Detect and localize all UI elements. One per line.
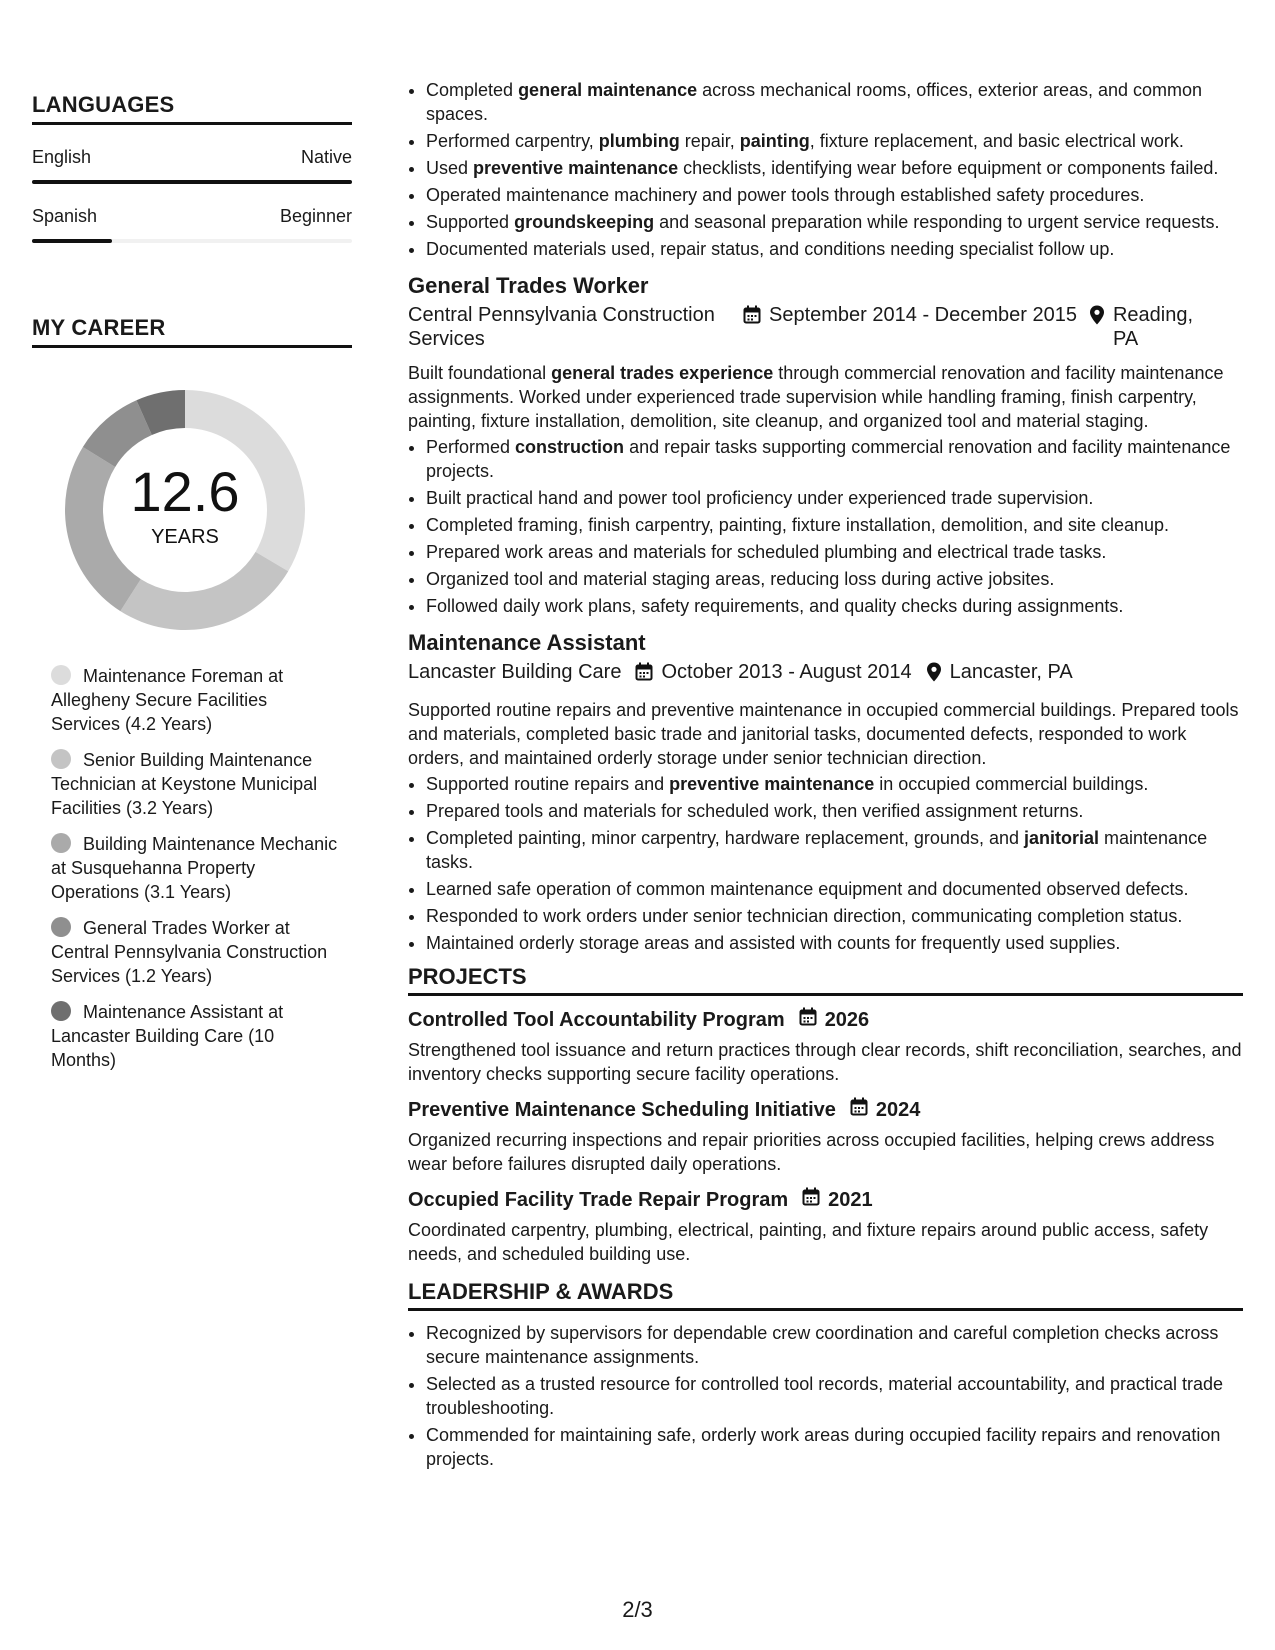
job-company: Lancaster Building Care <box>408 661 622 683</box>
project-description: Coordinated carpentry, plumbing, electrical, painting, and fixture repairs around public access, safety needs, and scheduled building use. <box>408 1220 1209 1264</box>
donut-center <box>65 390 305 630</box>
project-description: Strengthened tool issuance and return practices through clear records, shift reconciliation, searches, and inventory checks supporting secure facility operations. <box>408 1040 1242 1084</box>
language-name: Spanish <box>32 206 98 226</box>
bullet-item: • Organized tool and material staging areas, reducing loss during active jobsites. <box>426 567 1243 591</box>
bullet-item: • Prepared work areas and materials for scheduled plumbing and electrical trade tasks. <box>426 540 1243 564</box>
bullet-item: • Operated maintenance machinery and power tools through established safety procedures. <box>426 183 1243 207</box>
legend-dot <box>51 833 71 853</box>
career-legend-item <box>51 664 341 736</box>
career-donut-chart <box>65 390 305 630</box>
project-name: Controlled Tool Accountability Program <box>408 1009 785 1031</box>
bullet-item: • Built practical hand and power tool proficiency under experienced trade supervision. <box>426 486 1243 510</box>
project-entry <box>408 1004 1243 1086</box>
legend-dot <box>51 749 71 769</box>
calendar-icon <box>802 1186 820 1216</box>
calendar-icon <box>635 662 653 688</box>
legend-label: Maintenance Assistant at Lancaster Building Care (10 Months) <box>51 1002 284 1070</box>
bullet-item: • Completed general maintenance across mechanical rooms, offices, exterior areas, and common spaces. <box>426 78 1243 126</box>
language-level: Native <box>300 147 352 167</box>
career-legend-item <box>51 832 341 904</box>
left-column <box>32 92 352 1084</box>
legend-label: Building Maintenance Mechanic at Susquehanna Property Operations (3.1 Years) <box>51 834 338 902</box>
language-proficiency-fill <box>32 239 112 243</box>
language-item <box>32 147 352 184</box>
project-name: Preventive Maintenance Scheduling Initiative <box>408 1099 836 1121</box>
bullet-item: • Supported groundskeeping and seasonal preparation while responding to urgent service requests. <box>426 210 1243 234</box>
job-title: General Trades Worker <box>408 273 649 298</box>
language-proficiency-bar <box>32 239 352 243</box>
project-entry <box>408 1094 1243 1176</box>
awards-bullets <box>408 1321 1243 1471</box>
bullet-item: • Followed daily work plans, safety requirements, and quality checks during assignments. <box>426 594 1243 618</box>
career-total-unit: YEARS <box>151 526 219 548</box>
job-location-text: Reading, PA <box>1112 304 1194 350</box>
career-legend <box>51 664 341 1072</box>
calendar-icon <box>850 1096 868 1126</box>
job-title: Maintenance Assistant <box>408 630 646 655</box>
previous-job-bullets <box>408 78 1243 261</box>
language-proficiency-fill <box>32 180 352 184</box>
bullet-item: • Supported routine repairs and preventive maintenance in occupied commercial buildings. <box>426 772 1243 796</box>
job-entry <box>408 628 1243 955</box>
language-level: Beginner <box>279 206 352 226</box>
bullet-item: • Performed carpentry, plumbing repair, painting, fixture replacement, and basic electrical work. <box>426 129 1243 153</box>
career-legend-item <box>51 916 341 988</box>
location-pin-icon <box>1089 305 1105 331</box>
job-dates-text: October 2013 - August 2014 <box>661 661 912 683</box>
project-name: Occupied Facility Trade Repair Program <box>408 1189 789 1211</box>
language-proficiency-bar <box>32 180 352 184</box>
bullet-item: • Completed painting, minor carpentry, hardware replacement, grounds, and janitorial maintenance tasks. <box>426 826 1243 874</box>
job-dates <box>635 660 911 688</box>
language-name: English <box>32 147 92 167</box>
bullet-item: • Learned safe operation of common maintenance equipment and documented observed defects. <box>426 877 1243 901</box>
career-title: MY CAREER <box>32 315 352 348</box>
project-year <box>802 1184 873 1216</box>
project-year <box>850 1094 921 1126</box>
job-company: Central Pennsylvania Construction Services <box>408 304 715 350</box>
bullet-item: • Used preventive maintenance checklists, identifying wear before equipment or components failed. <box>426 156 1243 180</box>
job-entry <box>408 271 1243 618</box>
job-dates <box>743 303 1077 351</box>
language-item <box>32 206 352 243</box>
legend-dot <box>51 1001 71 1021</box>
legend-dot <box>51 665 71 685</box>
projects-title: PROJECTS <box>408 965 1243 996</box>
bullet-item: • Selected as a trusted resource for controlled tool records, material accountability, and practical trade troubleshooting. <box>426 1372 1243 1420</box>
job-bullets <box>408 772 1243 955</box>
job-location <box>926 660 1073 688</box>
right-column <box>408 78 1243 1474</box>
career-legend-item <box>51 748 341 820</box>
project-year-text: 2026 <box>824 1009 870 1031</box>
project-year-text: 2024 <box>875 1099 921 1121</box>
job-description: Built foundational general trades experience through commercial renovation and facility maintenance assignments. Worked under experienced trade supervision while handling framing, finish carpentry, painting, fixture installation, demolition, site cleanup, and organized tool and material staging. <box>408 363 1224 431</box>
job-meta <box>408 303 1243 351</box>
bullet-item: • Completed framing, finish carpentry, painting, fixture installation, demolition, and site cleanup. <box>426 513 1243 537</box>
career-legend-item <box>51 1000 341 1072</box>
awards-title: LEADERSHIP & AWARDS <box>408 1280 1243 1311</box>
project-year <box>799 1004 870 1036</box>
languages-title: LANGUAGES <box>32 92 352 125</box>
job-dates-text: September 2014 - December 2015 <box>769 304 1077 326</box>
job-location <box>1089 303 1199 351</box>
bullet-item: • Performed construction and repair tasks supporting commercial renovation and facility maintenance projects. <box>426 435 1243 483</box>
bullet-item: • Responded to work orders under senior technician direction, communicating completion status. <box>426 904 1243 928</box>
project-entry <box>408 1184 1243 1266</box>
bullet-item: • Recognized by supervisors for dependable crew coordination and careful completion checks across secure maintenance assignments. <box>426 1321 1243 1369</box>
job-meta <box>408 660 1243 688</box>
legend-label: Maintenance Foreman at Allegheny Secure Facilities Services (4.2 Years) <box>51 666 284 734</box>
project-year-text: 2021 <box>828 1189 873 1211</box>
location-pin-icon <box>926 662 942 688</box>
legend-dot <box>51 917 71 937</box>
calendar-icon <box>743 305 761 331</box>
bullet-item: • Prepared tools and materials for scheduled work, then verified assignment returns. <box>426 799 1243 823</box>
job-description: Supported routine repairs and preventive maintenance in occupied commercial buildings. Prepared tools and materials, completed basic trade and janitorial tasks, documented defects, responded to work orders, and maintained orderly storage under senior technician direction. <box>408 700 1239 768</box>
job-bullets <box>408 435 1243 618</box>
career-total-years: 12.6 <box>130 460 240 523</box>
calendar-icon <box>799 1006 817 1036</box>
legend-label: Senior Building Maintenance Technician at Keystone Municipal Facilities (3.2 Years) <box>51 750 318 818</box>
job-location-text: Lancaster, PA <box>949 661 1073 683</box>
bullet-item: • Commended for maintaining safe, orderly work areas during occupied facility repairs and renovation projects. <box>426 1423 1243 1471</box>
page-number: 2/3 <box>622 1597 653 1622</box>
bullet-item: • Maintained orderly storage areas and assisted with counts for frequently used supplies. <box>426 931 1243 955</box>
legend-label: General Trades Worker at Central Pennsylvania Construction Services (1.2 Years) <box>51 918 328 986</box>
project-description: Organized recurring inspections and repair priorities across occupied facilities, helping crews address wear before failures disrupted daily operations. <box>408 1130 1215 1174</box>
bullet-item: • Documented materials used, repair status, and conditions needing specialist follow up. <box>426 237 1243 261</box>
